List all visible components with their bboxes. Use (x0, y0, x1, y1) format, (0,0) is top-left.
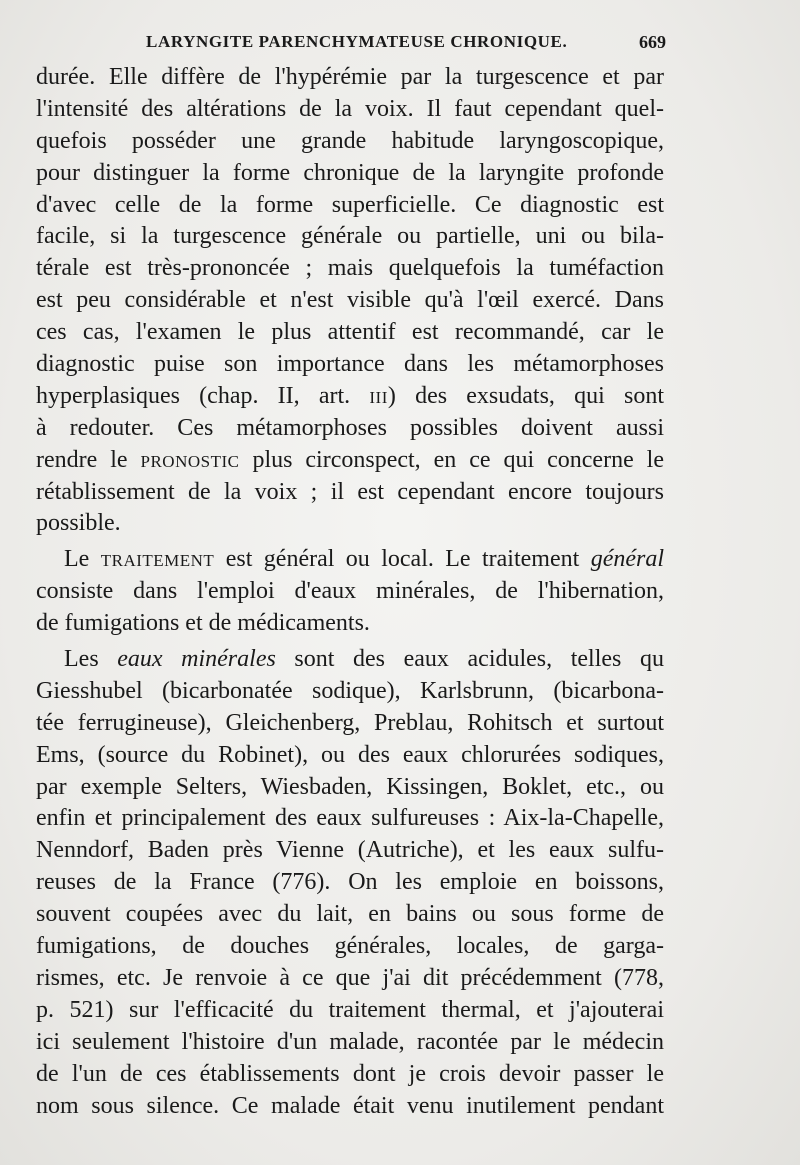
text-line (36, 544, 664, 576)
text-line: ces cas, l'examen le plus attentif est recommandé, car le (36, 319, 664, 346)
text-line: durée. Elle diffère de l'hypérémie par la turgescence et par (36, 64, 664, 90)
small-caps-term: traitement (100, 546, 215, 573)
paragraph-diagnostic (36, 62, 664, 540)
text-line: est peu considérable et n'est visible qu'à l'œil exercé. Dans (36, 287, 664, 314)
text-segment: hyperplasiques (chap. II, art. (36, 382, 370, 409)
text-line: pour distinguer la forme chronique de la laryngite profonde (36, 159, 664, 186)
text-segment: rendre le (36, 446, 141, 473)
paragraph-treatment (36, 544, 664, 640)
text-line: tée ferrugineuse), Gleichenberg, Preblau, Rohitsch et surtout (36, 709, 664, 736)
text-line: à redouter. Ces métamorphoses possibles doivent aussi (36, 414, 664, 441)
text-segment: est général ou local. Le traitement (214, 546, 591, 573)
text-segment: plus circonspect, en ce qui concerne le (239, 446, 664, 473)
text-line: consiste dans l'emploi d'eaux minérales, de l'hibernation, (36, 578, 664, 605)
text-line: rétablissement de la voix ; il est cependant encore toujours (36, 478, 664, 505)
text-line: possible. (36, 510, 121, 537)
text-line (36, 644, 664, 676)
text-line: enfin et principalement des eaux sulfureuses : Aix-la-Chapelle, (36, 805, 664, 832)
text-line: Ems, (source du Robinet), ou des eaux chlorurées sodiques, (36, 741, 664, 768)
text-line: rismes, etc. Je renvoie à ce que j'ai dit précédemment (778, (36, 964, 664, 991)
text-segment: Les (64, 646, 118, 673)
text-line: reuses de la France (776). On les emploie en boissons, (36, 869, 664, 896)
text-line: l'intensité des altérations de la voix. Il faut cependant quel- (36, 95, 664, 122)
text-line: par exemple Selters, Wiesbaden, Kissingen, Boklet, etc., ou (36, 773, 664, 800)
text-line: quefois posséder une grande habitude laryngoscopique, (36, 127, 664, 154)
text-line (36, 381, 664, 413)
text-line: Nenndorf, Baden près Vienne (Autriche), et les eaux sulfu- (36, 837, 664, 864)
page-number: 669 (639, 32, 666, 52)
text-line (36, 445, 664, 477)
text-line: souvent coupées avec du lait, en bains ou sous forme de (36, 901, 664, 928)
text-line: Giesshubel (bicarbonatée sodique), Karlsbrunn, (bicarbona- (36, 677, 664, 704)
text-segment: sont des eaux acidules, telles qu (275, 646, 664, 673)
paragraph-mineral-waters (36, 644, 664, 1122)
roman-numeral: iii (369, 382, 388, 409)
text-line: fumigations, de douches générales, locales, de garga- (36, 933, 664, 960)
text-segment: ) des exsudats, qui sont (387, 382, 665, 409)
text-line: de l'un de ces établissements dont je crois devoir passer le (36, 1060, 664, 1087)
text-line: d'avec celle de la forme superficielle. Ce diagnostic est (36, 191, 664, 218)
italic-term: eaux minérales (117, 646, 276, 673)
text-line: p. 521) sur l'efficacité du traitement thermal, et j'ajouterai (36, 996, 664, 1023)
page-header (36, 32, 666, 58)
text-line: diagnostic puise son importance dans les métamorphoses (36, 351, 664, 378)
text-line: nom sous silence. Ce malade était venu inutilement pendant (36, 1092, 664, 1119)
text-line: ici seulement l'histoire d'un malade, racontée par le médecin (36, 1028, 664, 1055)
text-line: facile, si la turgescence générale ou partielle, uni ou bila- (36, 223, 664, 250)
text-line: térale est très-prononcée ; mais quelquefois la tuméfaction (36, 255, 664, 282)
text-segment: Le (64, 546, 101, 573)
running-title: LARYNGITE PARENCHYMATEUSE CHRONIQUE. (146, 32, 568, 51)
text-line: de fumigations et de médicaments. (36, 610, 370, 637)
body-text (36, 62, 664, 1122)
italic-term: général (590, 546, 664, 573)
small-caps-term: pronostic (140, 446, 240, 473)
